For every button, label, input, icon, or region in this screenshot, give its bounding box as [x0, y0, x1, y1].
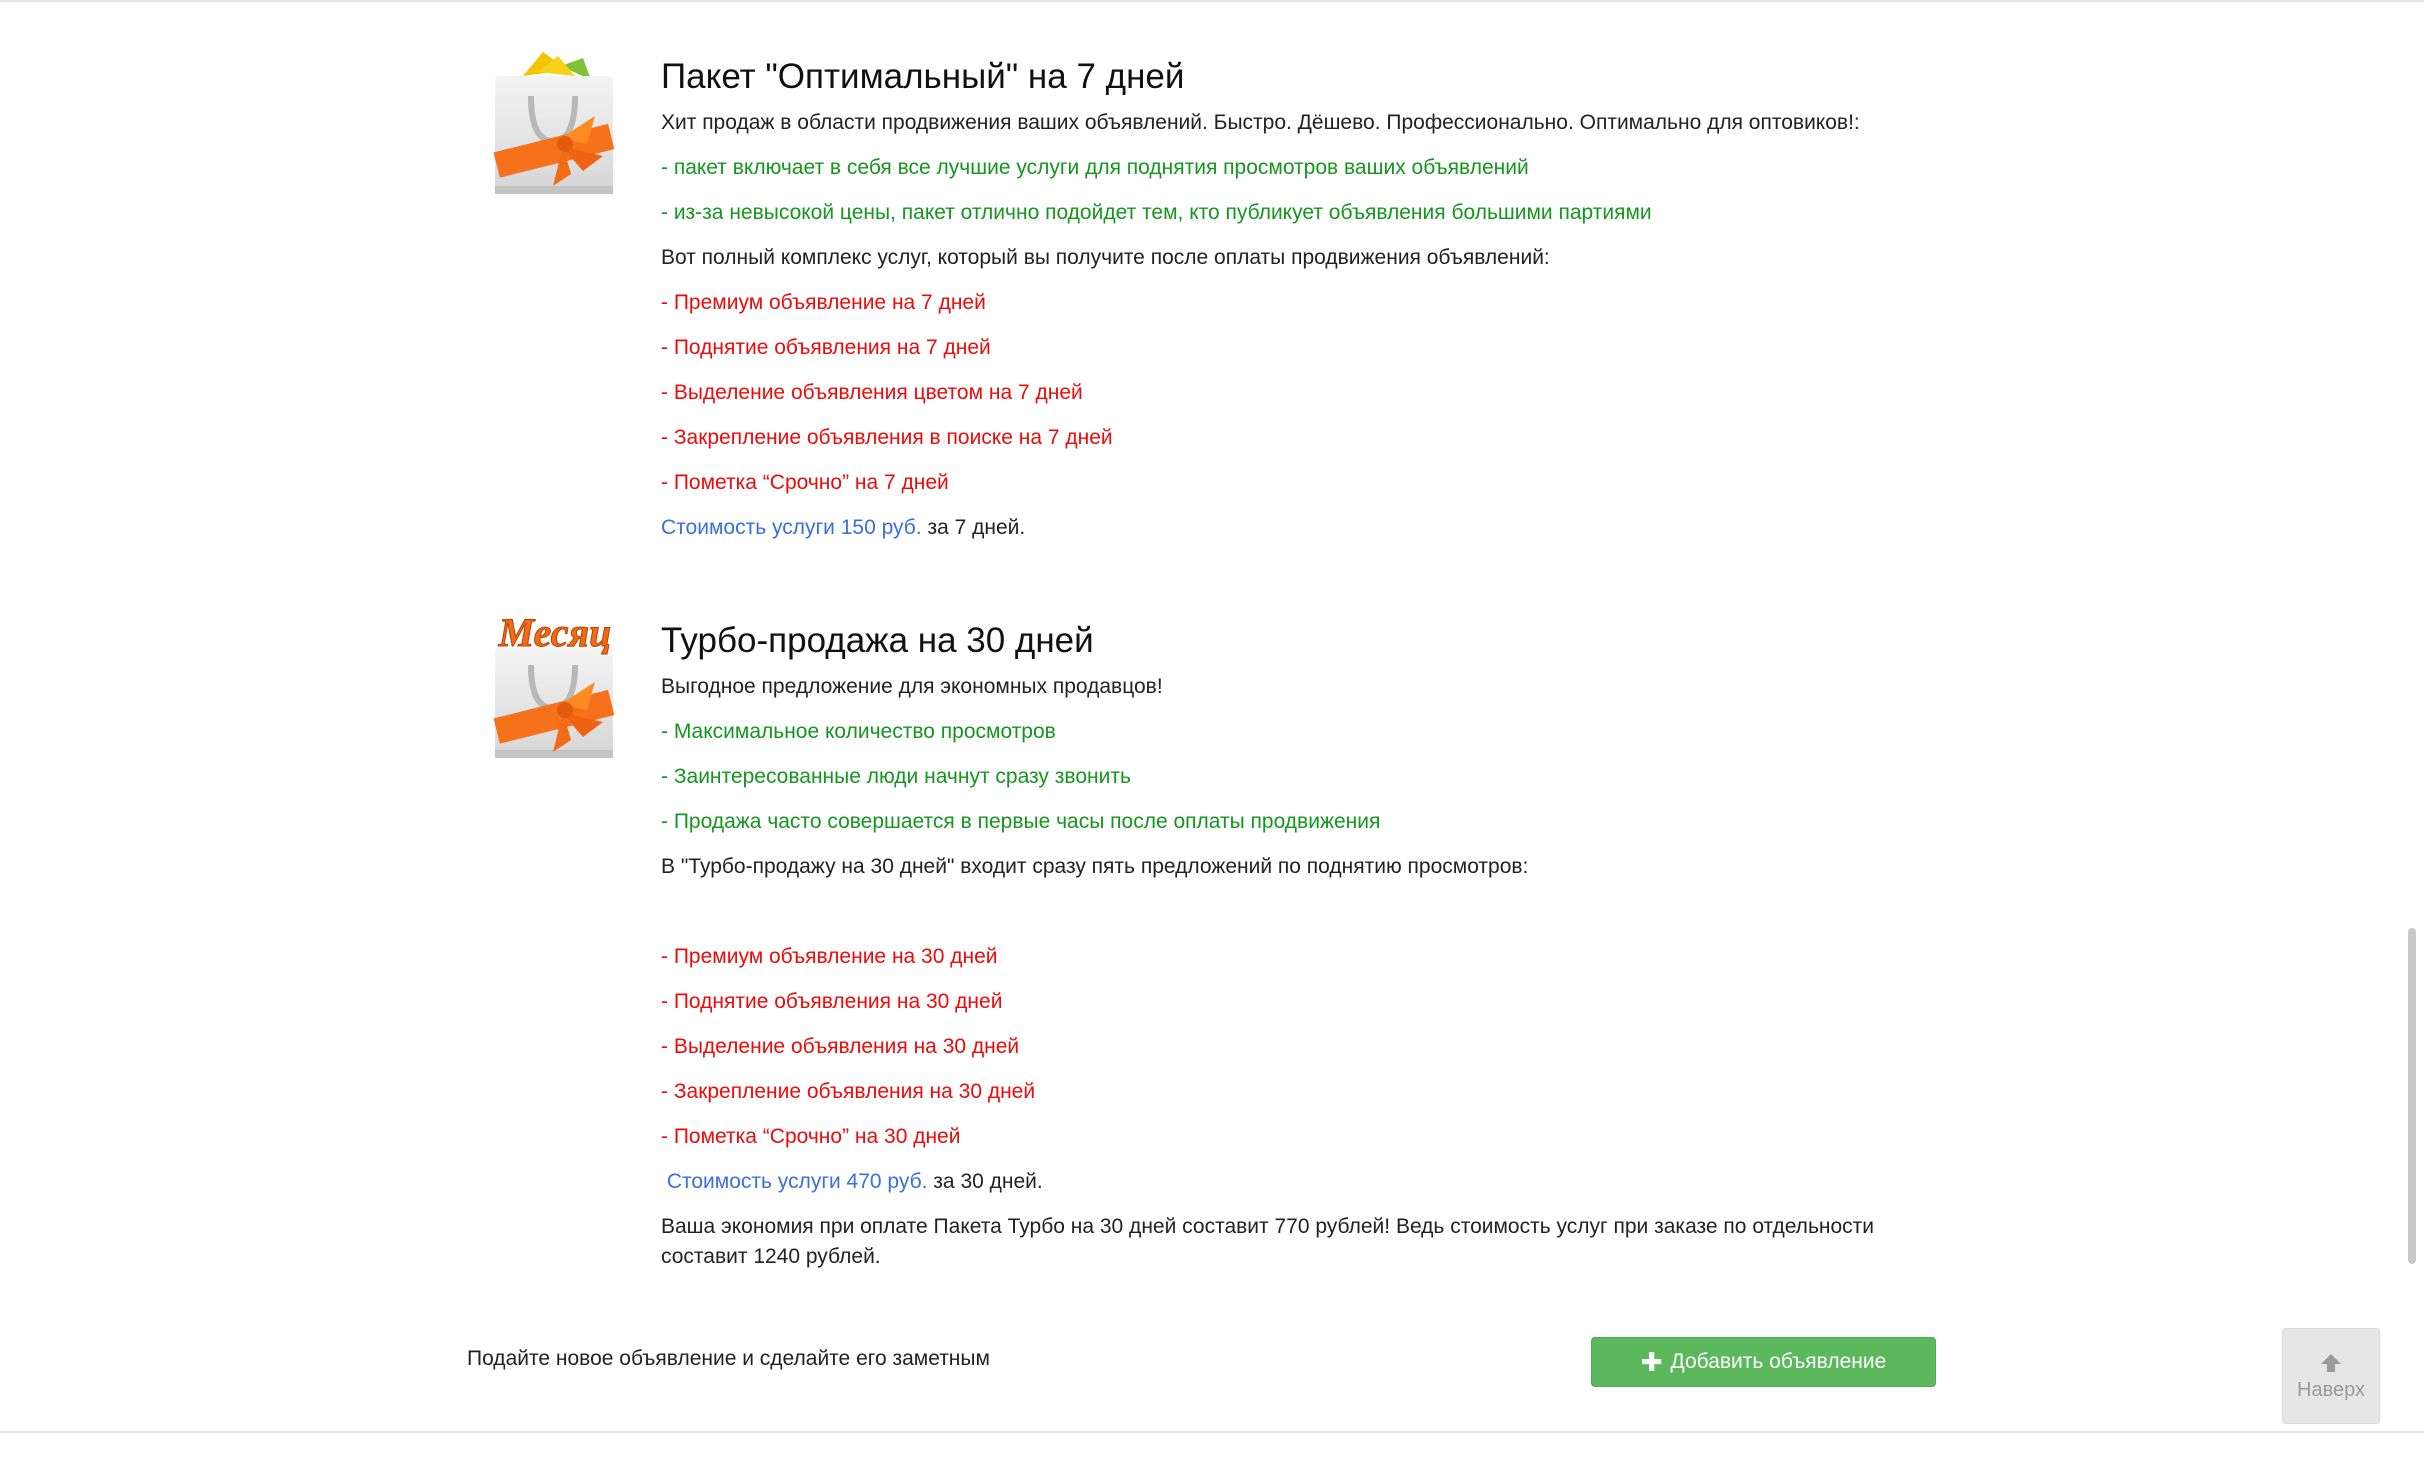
service-item: - Выделение объявления на 30 дней [661, 1035, 1020, 1058]
price-link[interactable]: Стоимость услуги 150 руб. [661, 516, 922, 539]
add-listing-button-label: Добавить объявление [1670, 1350, 1887, 1373]
plus-icon: ✚ [1640, 1347, 1663, 1377]
services-intro: В "Турбо-продажу на 30 дней" входит сразу пять предложений по поднятию просмотров: [661, 855, 1529, 878]
package-description: Хит продаж в области продвижения ваших объявлений. Быстро. Дёшево. Профессионально. Оптимально для оптовиков!: [661, 111, 1860, 134]
service-item: - Пометка “Срочно” на 30 дней [661, 1125, 961, 1148]
benefit-item: - Продажа часто совершается в первые часы после оплаты продвижения [661, 810, 1381, 833]
gift-bag-icon [483, 46, 623, 206]
scroll-to-top-label: Наверх [2297, 1378, 2365, 1401]
month-gift-bag-icon [483, 610, 623, 770]
service-item: - Премиум объявление на 7 дней [661, 291, 986, 314]
package-title: Пакет "Оптимальный" на 7 дней [661, 57, 1185, 96]
spacer [661, 897, 1911, 942]
service-item: - Поднятие объявления на 7 дней [661, 336, 991, 359]
services-intro: Вот полный комплекс услуг, который вы получите после оплаты продвижения объявлений: [661, 246, 1550, 269]
service-item: - Закрепление объявления в поиске на 7 дней [661, 426, 1113, 449]
package-turbo [498, 610, 1911, 1272]
price-line [661, 1167, 1911, 1197]
svg-text:Месяц: Месяц [498, 610, 612, 655]
service-item: - Пометка “Срочно” на 7 дней [661, 471, 949, 494]
service-item: - Выделение объявления цветом на 7 дней [661, 381, 1083, 404]
top-divider [0, 0, 2424, 2]
scrollbar-thumb[interactable] [2408, 928, 2416, 1264]
price-suffix: за 30 дней. [927, 1170, 1043, 1193]
scroll-to-top-button[interactable] [2282, 1328, 2380, 1424]
price-suffix: за 7 дней. [921, 516, 1026, 539]
savings-note: Ваша экономия при оплате Пакета Турбо на 30 дней составит 770 рублей! Ведь стоимость услуг при заказе по отдельности составит 1240 рублей. [661, 1215, 1875, 1268]
package-description: Выгодное предложение для экономных продавцов! [661, 675, 1163, 698]
service-item: - Поднятие объявления на 30 дней [661, 990, 1003, 1013]
benefit-item: - Максимальное количество просмотров [661, 720, 1056, 743]
price-line [661, 513, 1911, 543]
service-item: - Премиум объявление на 30 дней [661, 945, 998, 968]
arrow-up-icon [2319, 1351, 2343, 1375]
benefit-item: - пакет включает в себя все лучшие услуги для поднятия просмотров ваших объявлений [661, 156, 1529, 179]
package-optimal [661, 46, 1911, 558]
footer-prompt: Подайте новое объявление и сделайте его заметным [467, 1347, 990, 1370]
add-listing-button[interactable] [1591, 1337, 1936, 1387]
package-title: Турбо-продажа на 30 дней [661, 621, 1094, 660]
bottom-divider [0, 1431, 2424, 1433]
service-item: - Закрепление объявления на 30 дней [661, 1080, 1036, 1103]
benefit-item: - из-за невысокой цены, пакет отлично подойдет тем, кто публикует объявления большими партиями [661, 201, 1652, 224]
benefit-item: - Заинтересованные люди начнут сразу звонить [661, 765, 1131, 788]
price-link[interactable]: Стоимость услуги 470 руб. [661, 1170, 928, 1193]
